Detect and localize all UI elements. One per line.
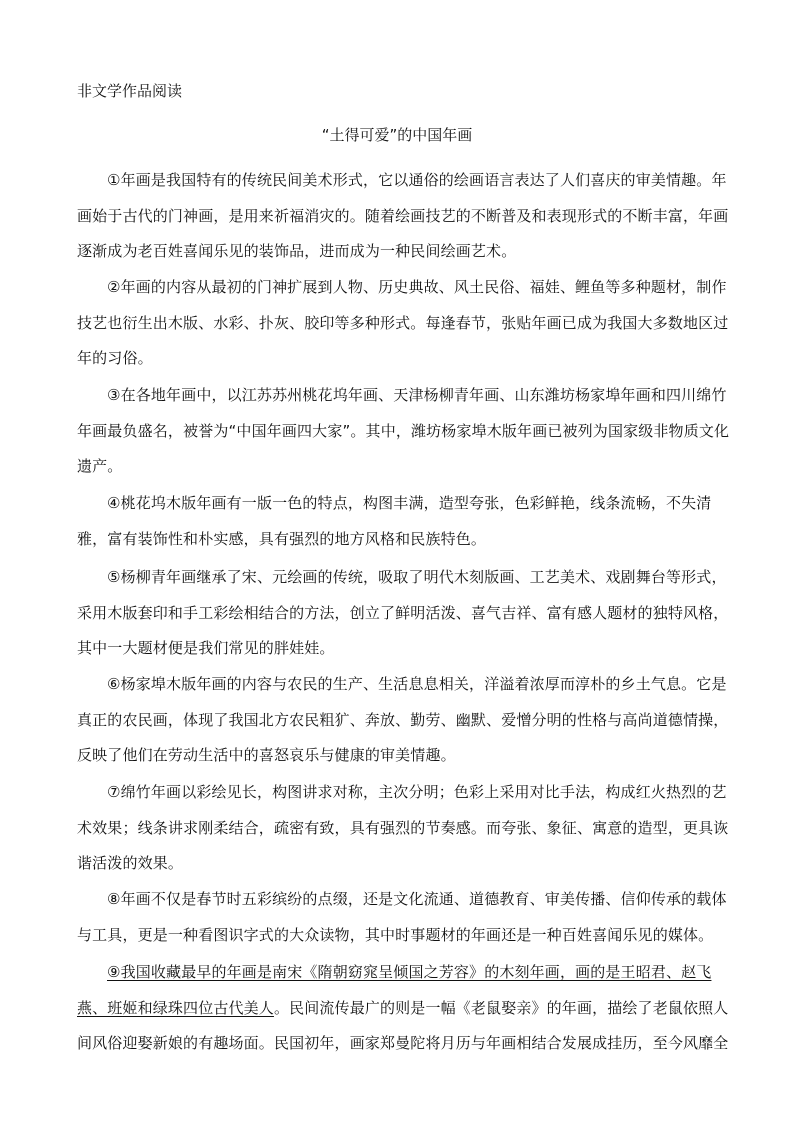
paragraph-line: 年画最负盛名，被誉为“中国年画四大家”。其中，潍坊杨家埠木版年画已被列为国家级非物质文化: [77, 421, 730, 440]
paragraph-7: [77, 775, 729, 882]
section-heading: 非文学作品阅读: [77, 82, 183, 100]
paragraph-2: [77, 270, 729, 377]
underlined-text: 燕、班姬和绿珠四位古代美人: [77, 998, 274, 1017]
paragraph-4: [77, 486, 717, 557]
paragraph-line: 真正的农民画，体现了我国北方农民粗犷、奔放、勤劳、幽默、爱憎分明的性格与高尚道德情操，: [77, 710, 729, 729]
paragraph-line: ①年画是我国特有的传统民间美术形式，它以通俗的绘画语言表达了人们喜庆的审美情趣。年: [107, 171, 727, 189]
paragraph-line: [77, 991, 729, 1027]
paragraph-line: 遗产。: [77, 457, 123, 475]
paragraph-text: 。民间流传最广的则是一幅《老鼠娶亲》的年画，描绘了老鼠依照人: [273, 998, 729, 1017]
paragraph-line: 年的习俗。: [77, 349, 153, 367]
paragraph-1: [77, 163, 729, 270]
paragraph-8: [77, 882, 727, 953]
paragraph-line: ④桃花坞木版年画有一版一色的特点，构图丰满，造型夸张，色彩鲜艳，线条流畅，不失清: [107, 494, 712, 512]
paragraph-line: ⑤杨柳青年画继承了宋、元绘画的传统，吸取了明代木刻版画、工艺美术、戏剧舞台等形式，: [107, 568, 727, 586]
paragraph-9: [77, 955, 729, 1062]
paragraph-5: [77, 560, 729, 667]
underlined-text: ⑨我国收藏最早的年画是南宋《隋朝窈窕呈倾国之芳容》的木刻年画，画的是王昭君、赵飞: [107, 963, 712, 981]
paragraph-line: 术效果；线条讲求刚柔结合，疏密有致，具有强烈的节奏感。而夸张、象征、寓意的造型，更具诙: [77, 818, 729, 837]
paragraph-line: 谐活泼的效果。: [77, 854, 184, 872]
paragraph-6: [77, 667, 729, 774]
paragraph-line: 采用木版套印和手工彩绘相结合的方法，创立了鲜明活泼、喜气吉祥、富有感人题材的独特风格，: [77, 603, 729, 622]
paragraph-line: [77, 955, 717, 991]
paragraph-line: 反映了他们在劳动生活中的喜怒哀乐与健康的审美情趣。: [77, 746, 456, 764]
paragraph-3: [77, 378, 730, 485]
paragraph-line: ⑦绵竹年画以彩绘见长，构图讲求对称，主次分明；色彩上采用对比手法，构成红火热烈的艺: [107, 783, 727, 801]
paragraph-line: 其中一大题材便是我们常见的胖娃娃。: [77, 639, 335, 657]
paragraph-line: 与工具，更是一种看图识字式的大众读物，其中时事题材的年画还是一种百姓喜闻乐见的媒体。: [77, 925, 714, 944]
paragraph-line: ⑧年画不仅是春节时五彩缤纷的点缀，还是文化流通、道德教育、审美传播、信仰传承的载体: [107, 890, 727, 908]
paragraph-line: ⑥杨家埠木版年画的内容与农民的生产、生活息息相关，洋溢着浓厚而淳朴的乡土气息。它是: [107, 675, 727, 693]
article-title: “土得可爱”的中国年画: [321, 126, 473, 144]
paragraph-line: ③在各地年画中，以江苏苏州桃花坞年画、天津杨柳青年画、山东潍坊杨家埠年画和四川绵竹: [107, 386, 727, 404]
paragraph-line: 雅，富有装饰性和朴实感，具有强烈的地方风格和民族特色。: [77, 529, 487, 548]
paragraph-line: 间风俗迎娶新娘的有趣场面。民国初年，画家郑曼陀将月历与年画相结合发展成挂历，至今风靡全: [77, 1034, 729, 1052]
paragraph-line: ②年画的内容从最初的门神扩展到人物、历史典故、风土民俗、福娃、鲤鱼等多种题材，制作: [107, 278, 727, 296]
paragraph-line: 技艺也衍生出木版、水彩、扑灰、胶印等多种形式。每逢春节，张贴年画已成为我国大多数地区过: [77, 313, 729, 332]
paragraph-line: 画始于古代的门神画，是用来祈福消灾的。随着绘画技艺的不断普及和表现形式的不断丰富，年画: [77, 206, 729, 225]
paragraph-line: 逐渐成为老百姓喜闻乐见的装饰品，进而成为一种民间绘画艺术。: [77, 242, 517, 260]
